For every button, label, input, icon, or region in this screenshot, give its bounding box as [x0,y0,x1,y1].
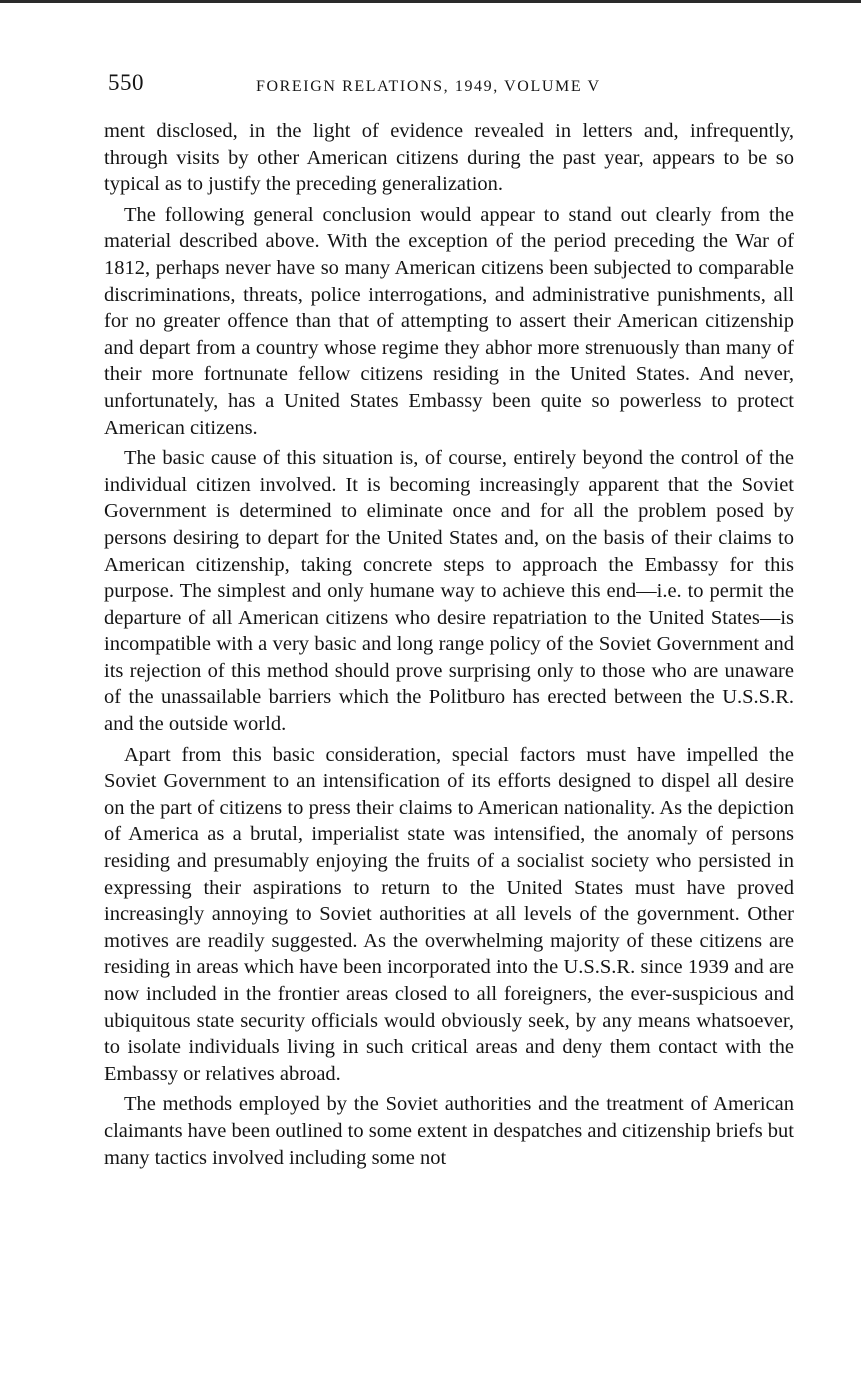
paragraph-methods-employed: The methods employed by the Soviet authorities and the treatment of American claimants have been outlined to some extent in despatches and citizenship briefs but many tactics involved including some not [104,1093,794,1169]
body-text [104,118,794,1175]
paragraph-special-factors: Apart from this basic consideration, special factors must have impelled the Soviet Government to an intensification of its efforts designed to dispel all desire on the part of citizens to press their claims to American nationality. As the depiction of America as a brutal, imperialist state was intensified, the anomaly of persons residing and presumably enjoying the fruits of a socialist society who persisted in expressing their aspirations to return to the United States must have proved increasingly annoying to Soviet authorities at all levels of the government. Other motives are readily suggested. As the overwhelming majority of these citizens are residing in areas which have been incorporated into the U.S.S.R. since 1939 and are now included in the frontier areas closed to all foreigners, the ever-suspicious and ubiquitous state security officials would obviously seek, by any means whatsoever, to isolate individuals living in such critical areas and deny them contact with the Embassy or relatives abroad. [104,743,794,1085]
running-head: FOREIGN RELATIONS, 1949, VOLUME V [256,78,601,95]
page-number: 550 [108,70,144,95]
page-header [108,70,798,104]
paragraph-general-conclusion: The following general conclusion would appear to stand out clearly from the material described above. With the exception of the period preceding the War of 1812, perhaps never have so many American citizens been subjected to comparable discriminations, threats, police interrogations, and administrative punishments, all for no greater offence than that of attempting to assert their American citizenship and depart from a country whose regime they abhor more strenuously than many of their more fortnunate fellow citizens residing in the United States. And never, unfortunately, has a United States Embassy been quite so powerless to protect American citizens. [104,203,794,439]
paragraph-continuation: ment disclosed, in the light of evidence revealed in letters and, infrequently, through visits by other American citizens during the past year, appears to be so typical as to justify the preceding generalization. [104,120,794,196]
top-edge-rule [0,0,861,3]
paragraph-basic-cause: The basic cause of this situation is, of course, entirely beyond the control of the individual citizen involved. It is becoming increasingly apparent that the Soviet Government is determined to eliminate once and for all the problem posed by persons desiring to depart for the United States and, on the basis of their claims to American citizenship, taking concrete steps to approach the Embassy for this purpose. The simplest and only humane way to achieve this end—i.e. to permit the departure of all American citizens who desire repatriation to the United States—is incompatible with a very basic and long range policy of the Soviet Government and its rejection of this method should prove surprising only to those who are unaware of the unassailable barriers which the Politburo has erected between the U.S.S.R. and the outside world. [104,447,794,736]
